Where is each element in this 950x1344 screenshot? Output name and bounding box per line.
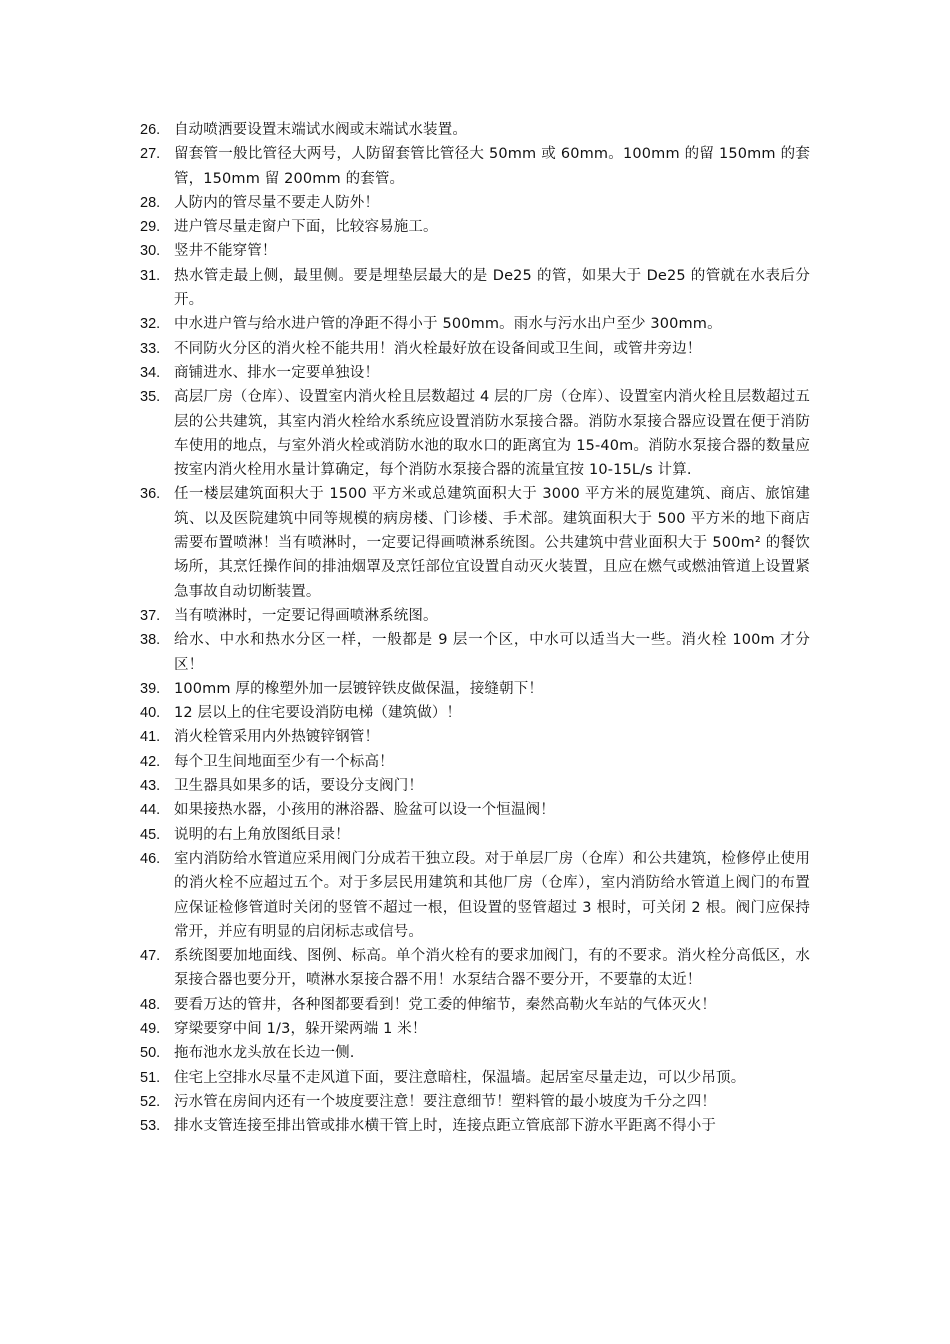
item-number: 26. [140,122,161,138]
list-item [140,604,810,628]
item-number: 41. [140,729,161,746]
list-item [140,1017,810,1041]
item-text: 说明的右上角放图纸目录！ [174,826,350,843]
item-number: 44. [140,802,161,819]
item-number: 47. [140,948,161,965]
list-item [140,774,810,798]
item-number: 40. [140,705,161,722]
item-number: 53. [140,1118,161,1135]
item-text: 商铺进水、排水一定要单独设！ [174,364,380,381]
list-item [140,361,810,385]
list-item [140,847,810,944]
list-item [140,1041,810,1065]
item-text: 拖布池水龙头放在长边一侧. [174,1045,355,1062]
item-number: 38. [140,632,161,649]
list-item [140,385,810,482]
item-number: 35. [140,389,161,406]
item-text: 穿梁要穿中间 1/3，躲开梁两端 1 米！ [174,1020,427,1037]
item-number: 51. [140,1069,161,1086]
list-item [140,239,810,263]
item-text: 任一楼层建筑面积大于 1500 平方米或总建筑面积大于 3000 平方米的展览建筑、商店、旅馆建筑、以及医院建筑中同等规模的病房楼、门诊楼、手术部。建筑面积大于 500 平方米的地下商店需要布置喷淋！当有喷淋时，一定要记得画喷淋系统图。公共建筑中营业面积大于 500m² 的餐饮场所，其烹饪操作间的排油烟罩及烹饪部位宜设置自动灭火装置，且应在燃气或燃油管道上设置紧急事故自动切断装置。 [174,486,810,600]
item-text: 竖井不能穿管！ [174,243,277,260]
item-number: 49. [140,1020,161,1037]
list-item [140,191,810,215]
item-number: 52. [140,1093,161,1110]
list-item [140,628,810,677]
item-text: 100mm 厚的橡塑外加一层镀锌铁皮做保温，接缝朝下！ [174,680,544,697]
item-number: 33. [140,340,161,357]
item-number: 43. [140,778,161,795]
item-text: 自动喷洒要设置末端试水阀或末端试水装置。 [174,122,467,138]
list-item [140,215,810,239]
item-number: 37. [140,607,161,624]
item-text: 污水管在房间内还有一个坡度要注意！要注意细节！塑料管的最小坡度为千分之四！ [174,1093,717,1110]
item-text: 人防内的管尽量不要走人防外！ [174,194,380,211]
item-text: 排水支管连接至排出管或排水横干管上时，连接点距立管底部下游水平距离不得小于 [174,1118,717,1135]
item-text: 留套管一般比管径大两号，人防留套管比管径大 50mm 或 60mm。100mm 的留 150mm 的套管，150mm 留 200mm 的套管。 [174,146,810,187]
list-item [140,1114,810,1138]
item-text: 中水进户管与给水进户管的净距不得小于 500mm。雨水与污水出户至少 300mm。 [174,316,722,333]
item-number: 46. [140,850,161,867]
item-number: 36. [140,486,161,503]
list-item [140,1066,810,1090]
item-number: 32. [140,316,161,333]
item-text: 卫生器具如果多的话，要设分支阀门！ [174,778,424,795]
list-item [140,993,810,1017]
item-number: 34. [140,364,161,381]
list-item [140,750,810,774]
item-text: 室内消防给水管道应采用阀门分成若干独立段。对于单层厂房（仓库）和公共建筑，检修停止使用的消火栓不应超过五个。对于多层民用建筑和其他厂房（仓库），室内消防给水管道上阀门的布置应保证检修管道时关闭的竖管不超过一根，但设置的竖管超过 3 根时，可关闭 2 根。阀门应保持常开，并应有明显的启闭标志或信号。 [174,850,810,940]
item-number: 45. [140,826,161,843]
list-item [140,264,810,313]
item-text: 给水、中水和热水分区一样，一般都是 9 层一个区，中水可以适当大一些。消火栓 100m 才分区！ [174,632,810,673]
item-text: 不同防火分区的消火栓不能共用！消火栓最好放在设备间或卫生间，或管井旁边！ [174,340,702,357]
item-number: 27. [140,146,161,163]
item-text: 进户管尽量走窗户下面，比较容易施工。 [174,219,438,236]
numbered-list [140,118,810,1138]
item-text: 当有喷淋时，一定要记得画喷淋系统图。 [174,607,438,624]
item-text: 热水管走最上侧，最里侧。要是埋垫层最大的是 De25 的管，如果大于 De25 的管就在水表后分开。 [174,267,810,309]
list-item [140,142,810,191]
item-text: 12 层以上的住宅要设消防电梯（建筑做）！ [174,705,462,722]
list-item [140,312,810,336]
list-item [140,725,810,749]
item-text: 系统图要加地面线、图例、标高。单个消火栓有的要求加阀门，有的不要求。消火栓分高低区，水泵接合器也要分开，喷淋水泵接合器不用！水泵结合器不要分开，不要靠的太近！ [174,948,810,989]
list-item [140,823,810,847]
item-number: 29. [140,219,161,236]
item-number: 42. [140,753,161,770]
item-text: 住宅上空排水尽量不走风道下面，要注意暗柱，保温墙。起居室尽量走边，可以少吊顶。 [174,1069,746,1086]
item-text: 要看万达的管井，各种图都要看到！党工委的伸缩节，秦然高勒火车站的气体灭火！ [174,996,717,1013]
list-item [140,701,810,725]
item-number: 30. [140,243,161,260]
list-item [140,337,810,361]
list-item [140,944,810,993]
item-text: 如果接热水器，小孩用的淋浴器、脸盆可以设一个恒温阀！ [174,802,555,819]
item-number: 39. [140,680,161,697]
item-number: 50. [140,1045,161,1062]
list-item [140,1090,810,1114]
list-item [140,798,810,822]
item-text: 每个卫生间地面至少有一个标高！ [174,753,394,770]
list-item [140,118,810,142]
list-item [140,482,810,603]
item-number: 31. [140,267,161,284]
item-text: 高层厂房（仓库）、设置室内消火栓且层数超过 4 层的厂房（仓库）、设置室内消火栓且层数超过五层的公共建筑，其室内消火栓给水系统应设置消防水泵接合器。消防水泵接合器应设置在便于消防车使用的地点，与室外消火栓或消防水池的取水口的距离宜为 15-40m。消防水泵接合器的数量应按室内消火栓用水量计算确定，每个消防水泵接合器的流量宜按 10-15L/s 计算. [174,389,810,479]
list-item [140,677,810,701]
item-number: 28. [140,194,161,211]
item-text: 消火栓管采用内外热镀锌钢管！ [174,729,380,746]
item-number: 48. [140,996,161,1013]
